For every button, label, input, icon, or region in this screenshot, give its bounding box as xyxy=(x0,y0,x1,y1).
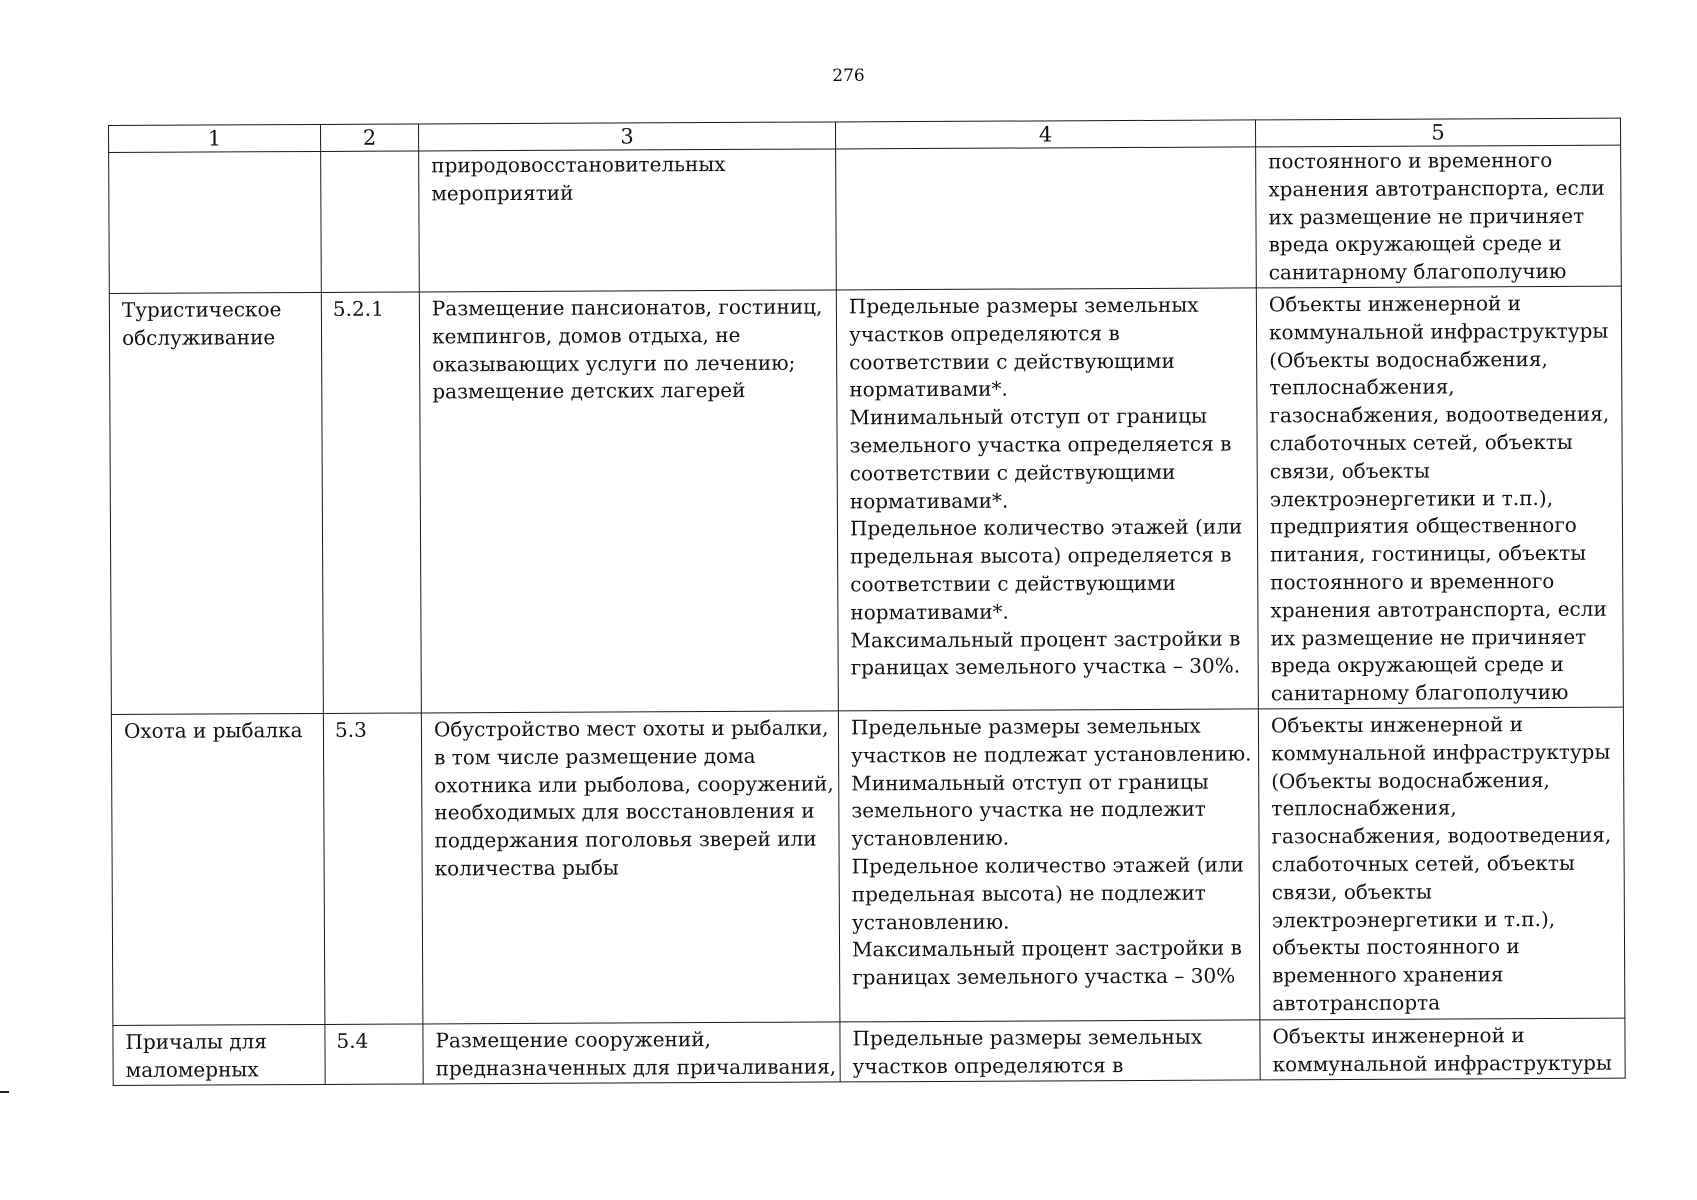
text-line: поддержания поголовья зверей или xyxy=(434,826,817,853)
cell-use-name xyxy=(111,713,325,1025)
text-line: Предельное количество этажей (или xyxy=(849,514,1243,541)
header-col-3: 3 xyxy=(418,122,835,151)
cell-use-description xyxy=(423,1022,840,1084)
text-line: объекты постоянного и xyxy=(1271,934,1520,960)
text-line: Максимальный процент застройки в xyxy=(850,626,1241,652)
text-line: количества рыбы xyxy=(434,855,619,881)
text-line: Предельное количество этажей (или xyxy=(851,852,1244,879)
cell-use-description xyxy=(419,149,837,292)
cell-auxiliary-uses xyxy=(1256,286,1623,709)
text-line: земельного участка не подлежит xyxy=(851,796,1206,823)
cell-use-name xyxy=(109,292,323,714)
text-line: связи, объекты xyxy=(1269,458,1430,484)
text-line: теплоснабжения, xyxy=(1269,374,1455,400)
text-line: автотранспорта xyxy=(1272,990,1441,1016)
page-number: 276 xyxy=(832,66,865,86)
text-line: Туристическое xyxy=(121,297,282,322)
text-line: установлению. xyxy=(851,825,1010,851)
text-line: размещение детских лагерей xyxy=(432,378,746,404)
text-line: Предельные размеры земельных xyxy=(852,1024,1203,1051)
text-line: их размещение не причиняет xyxy=(1268,203,1585,229)
cell-use-name xyxy=(109,151,322,293)
table-row xyxy=(109,286,1623,714)
text-line: газоснабжения, водоотведения, xyxy=(1269,401,1610,428)
text-line: электроэнергетики и т.п.), xyxy=(1271,906,1556,932)
header-col-2: 2 xyxy=(320,124,418,151)
text-line: Объекты инженерной и xyxy=(1270,712,1524,738)
text-line: установлению. xyxy=(851,909,1010,934)
text-line: Размещение пансионатов, гостиниц, xyxy=(431,294,823,321)
text-line: маломерных xyxy=(125,1057,259,1082)
text-line: санитарному благополучию xyxy=(1268,259,1567,285)
text-line: хранения автотранспорта, если xyxy=(1270,596,1607,623)
text-line: обслуживание xyxy=(121,324,276,350)
text-line: предприятия общественного xyxy=(1269,513,1577,539)
text-line: вреда окружающей среде и xyxy=(1268,231,1562,257)
text-line: предельная высота) не подлежит xyxy=(851,880,1206,907)
text-line: теплоснабжения, xyxy=(1271,795,1457,821)
text-line: (Объекты водоснабжения, xyxy=(1269,346,1548,372)
cell-parameters xyxy=(838,709,1260,1022)
table-row xyxy=(113,1018,1625,1085)
text-line: необходимых для восстановления и xyxy=(434,798,815,825)
text-line: участков определяются в xyxy=(852,1052,1124,1079)
zoning-table xyxy=(108,118,1626,1086)
text-line: нормативами*. xyxy=(849,488,1009,513)
table-row xyxy=(111,707,1625,1025)
text-line: газоснабжения, водоотведения, xyxy=(1271,822,1612,849)
text-line: коммунальной инфраструктуры xyxy=(1268,318,1609,345)
text-line: кемпингов, домов отдыха, не xyxy=(431,322,741,349)
text-line: Предельные размеры земельных xyxy=(850,713,1201,740)
text-line: соответствии с действующими xyxy=(849,348,1175,374)
text-line: Объекты инженерной и xyxy=(1268,291,1522,317)
text-line: электроэнергетики и т.п.), xyxy=(1269,485,1554,511)
text-line: участков определяются в xyxy=(848,320,1120,347)
text-line: границах земельного участка – 30% xyxy=(852,963,1236,990)
text-line: предназначенных для причаливания, xyxy=(435,1054,837,1081)
text-line: Причалы для xyxy=(125,1029,267,1054)
text-line: предельная высота) определяется в xyxy=(850,542,1232,569)
cell-use-code xyxy=(321,151,420,292)
text-line: санитарному благополучию xyxy=(1270,680,1569,706)
text-line: питания, гостиницы, объекты xyxy=(1270,540,1587,567)
text-line: Размещение сооружений, xyxy=(435,1027,711,1053)
margin-mark xyxy=(0,1091,9,1093)
text-line: охотника или рыболова, сооружений, xyxy=(434,770,834,797)
cell-auxiliary-uses xyxy=(1256,145,1622,288)
text-line: мероприятий xyxy=(431,180,574,206)
text-line: соответствии с действующими xyxy=(849,459,1176,486)
cell-use-code: 5.2.1 xyxy=(321,292,421,713)
text-line: Максимальный процент застройки в xyxy=(851,935,1242,962)
text-line: оказывающих услуги по лечению; xyxy=(432,350,796,376)
text-line: земельного участка определяется в xyxy=(849,431,1232,458)
text-line: коммунальной инфраструктуры xyxy=(1271,739,1611,766)
text-line: Обустройство мест охоты и рыбалки, xyxy=(433,715,829,742)
text-line: связи, объекты xyxy=(1271,879,1432,905)
text-line: нормативами*. xyxy=(849,376,1008,402)
text-line: участков не подлежат установлению. xyxy=(851,741,1252,768)
text-line: Объекты инженерной и xyxy=(1272,1023,1525,1049)
cell-use-description xyxy=(419,290,838,713)
text-line: вреда окружающей среде и xyxy=(1270,652,1564,678)
text-line: коммунальной инфраструктуры xyxy=(1272,1050,1612,1077)
text-line: соответствии с действующими xyxy=(850,570,1176,597)
cell-use-name xyxy=(113,1024,325,1085)
text-line: Минимальный отступ от границы xyxy=(849,403,1207,430)
text-line: границах земельного участка – 30%. xyxy=(850,653,1241,680)
table-row xyxy=(109,145,1622,293)
text-line: слаботочных сетей, объекты xyxy=(1269,429,1573,456)
zoning-table-wrapper xyxy=(108,118,1625,1086)
text-line: постоянного и временного xyxy=(1268,147,1553,174)
cell-parameters xyxy=(840,1020,1260,1082)
header-col-1: 1 xyxy=(109,124,321,152)
text-line: временного хранения xyxy=(1272,962,1504,988)
header-col-4: 4 xyxy=(835,120,1255,149)
cell-auxiliary-uses xyxy=(1260,1018,1625,1079)
text-line: Минимальный отступ от границы xyxy=(851,769,1209,795)
text-line: постоянного и временного xyxy=(1270,568,1555,595)
text-line: Охота и рыбалка xyxy=(123,717,303,743)
text-line: Предельные размеры земельных xyxy=(848,292,1199,319)
header-col-5: 5 xyxy=(1255,118,1620,147)
text-line: слаботочных сетей, объекты xyxy=(1271,850,1575,877)
cell-use-code: 5.3 xyxy=(323,713,423,1024)
cell-parameters xyxy=(836,147,1257,290)
cell-use-code: 5.4 xyxy=(325,1024,423,1084)
text-line: хранения автотранспорта, если xyxy=(1268,175,1605,202)
cell-use-description xyxy=(421,711,840,1024)
text-line: природовосстановительных xyxy=(431,151,726,178)
text-line: нормативами*. xyxy=(850,599,1009,625)
text-line: (Объекты водоснабжения, xyxy=(1271,767,1550,793)
text-line: их размещение не причиняет xyxy=(1270,624,1587,650)
cell-auxiliary-uses xyxy=(1258,707,1625,1020)
cell-parameters xyxy=(836,288,1258,711)
text-line: в том числе размещение дома xyxy=(434,743,756,770)
